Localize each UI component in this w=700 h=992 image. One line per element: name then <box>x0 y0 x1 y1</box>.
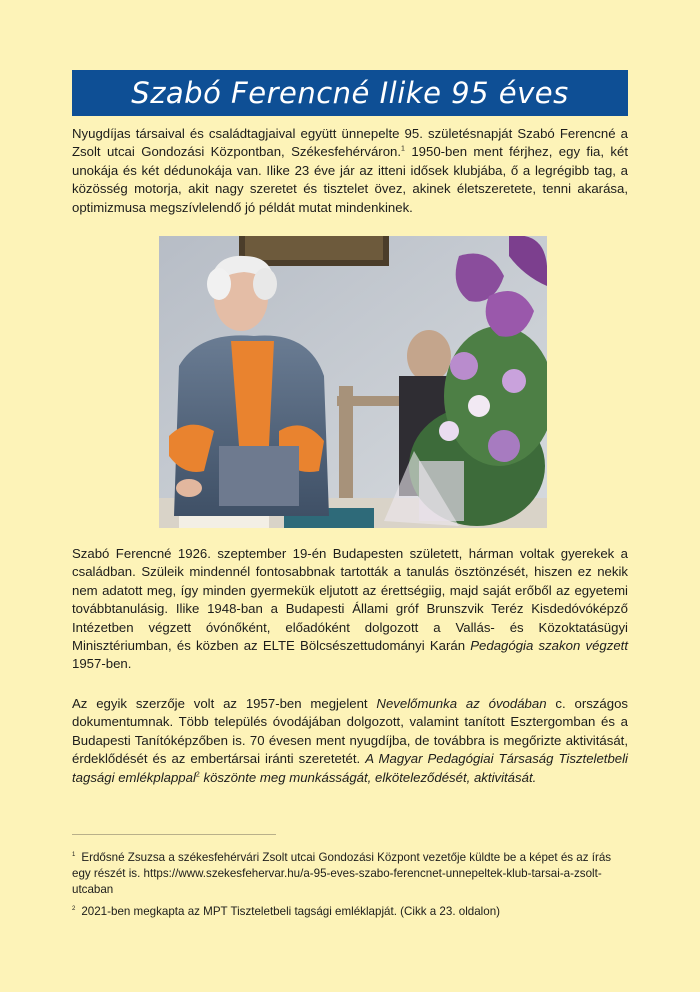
footnote-1 <box>72 850 628 898</box>
title-banner <box>72 70 628 116</box>
career-italic-2: A Magyar Pedagógiai Társaság Tiszteletbeli tagsági emlékplappal <box>72 751 628 785</box>
career-text-1: Az egyik szerzője volt az 1957-ben megjelent <box>72 696 377 711</box>
intro-paragraph <box>72 125 628 217</box>
career-paragraph <box>72 695 628 787</box>
biography-text-2: 1957-ben. <box>72 656 132 672</box>
footnote-1-text[interactable]: Erdősné Zsuzsa a székesfehérvári Zsolt utcai Gondozási Központ vezetője küldte be a képet és az írás egy részét is. https://www.szekesfehervar.hu/a-95-eves-szabo-ferencnet-unnepeltek-klub-tarsai-a-zsolt-utcaban <box>72 851 612 896</box>
footnote-2 <box>72 904 628 920</box>
career-italic-1: Nevelőmunka az óvodában <box>376 696 547 711</box>
celebration-photo <box>159 236 547 528</box>
biography-text-1: Szabó Ferencné 1926. szeptember 19-én Budapesten született, hárman voltak gyerekek a családban. Szüleik mindennél fontosabbnak tartották a tanulás ösztönzését, hiszen ez nekik nem adatott meg, így minden gyermekük eljutott az érettségiig, majd saját erőből az egyetemi továbbtanulásig. Ilike 1948-ban a Budapesti Állami gróf Brunszvik Teréz Kisdedóvóképző Intézetben végzett óvónőként, előadóként dolgozott a Vallás- és Közoktatásügyi Minisztériumban, és közben az ELTE Bölcsészettudományi Karán <box>72 546 628 654</box>
intro-text-2: 1950-ben ment férjhez, egy fia, két unokája és két dédunokája van. Ilike 23 éve jár az itteni idősek klubjába, ő a legrégibb tag, a közösség motorja, akit nagy szeretet és tisztelet övez, akinek életszeretete, tenni akarása, optimizmusa megszívlelendő jó példát mutat mindenkinek. <box>72 144 628 215</box>
career-text-2: c. országos dokumentumnak. Több település óvodájában dolgozott, valamint tanított Esztergomban és a Budapesti Tanítóképzőben is. 70 évesen ment nyugdíjba, de továbbra is megőrizte aktivitását, érdeklődését és az embertársai iránti szeretetét. <box>72 696 628 767</box>
footnote-2-number: 2 <box>72 906 76 913</box>
footnote-ref-2[interactable]: 2 <box>195 771 200 779</box>
biography-italic: Pedagógia szakon végzett <box>470 638 628 654</box>
article-title: Szabó Ferencné Ilike 95 éves <box>131 76 569 110</box>
biography-paragraph <box>72 545 628 674</box>
intro-text-1: Nyugdíjas társaival és családtagjaival együtt ünnepelte 95. születésnapját Szabó Ferencné a Zsolt utcai Gondozási Központban, Székesfehérváron. <box>72 126 628 160</box>
footnote-2-text: 2021-ben megkapta az MPT Tiszteletbeli tagsági emléklapját. (Cikk a 23. oldalon) <box>81 905 501 918</box>
footnote-divider <box>72 834 276 835</box>
footnote-1-number: 1 <box>72 852 76 859</box>
footnote-ref-1[interactable]: 1 <box>401 146 405 154</box>
career-italic-3: köszönte meg munkásságát, elköteleződését, aktivitását. <box>199 769 537 785</box>
